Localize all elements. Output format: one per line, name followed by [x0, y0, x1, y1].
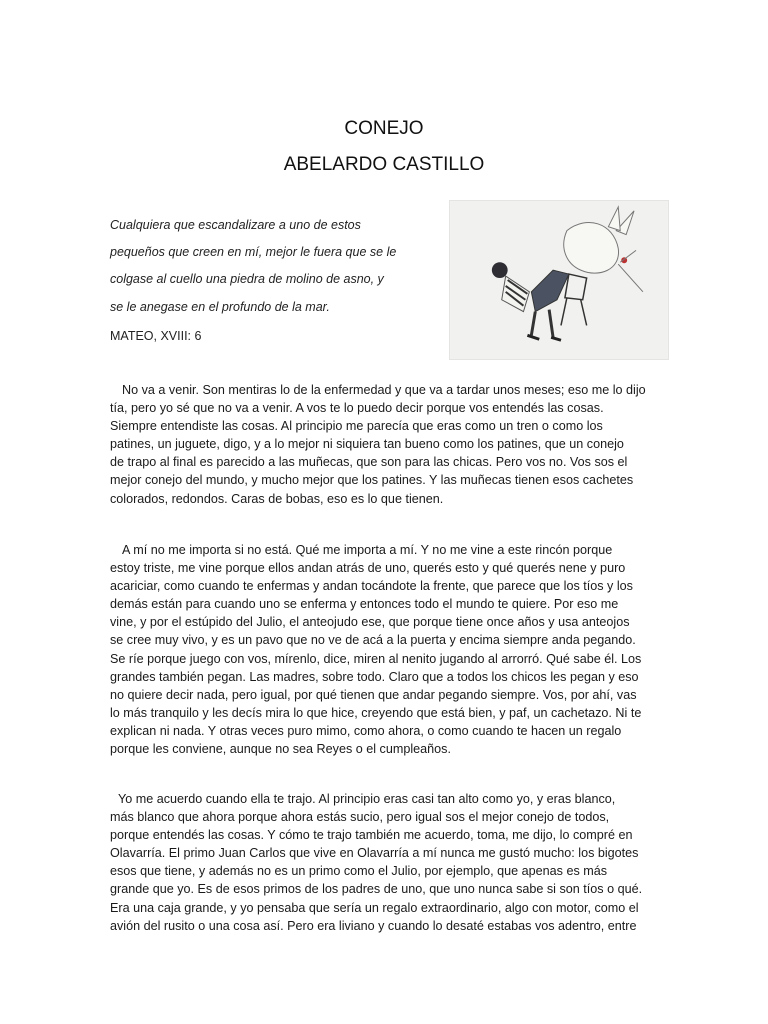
paragraph-line: esos que tiene, y además no es un primo como el Julio, por ejemplo, que apenas es más [110, 864, 608, 879]
paragraph-line: explican ni nada. Y otras veces puro mimo, como ahora, o como cuando te hacen un regalo [110, 723, 622, 738]
man-carrying-rabbit-illustration [450, 201, 668, 359]
paragraph-line: porque les conviene, aunque no sea Reyes o el cumpleaños. [110, 742, 451, 757]
paragraph-line: vine, y por el estúpido del Julio, el anteojudo ese, que porque tiene once años y usa anteojos [110, 615, 630, 630]
paragraph-line: se cree muy vivo, y es un pavo que no ve de acá a la puerta y encima siempre anda pegando. [110, 633, 636, 648]
paragraph-line: grande que yo. Es de esos primos de los padres de uno, que uno nunca sabe si son tíos o qué. [110, 882, 643, 897]
paragraph-line: A mí no me importa si no está. Qué me importa a mí. Y no me vine a este rincón porque [122, 543, 613, 557]
paragraph-line: lo más tranquilo y les decís mira lo que hice, creyendo que está bien, y paf, un cachetazo. Ni te [110, 705, 642, 720]
body-paragraph [110, 381, 658, 508]
paragraph-line: Siempre entendiste las cosas. Al principio me parecía que eras como un tren o como los [110, 419, 603, 434]
illustration-figure [449, 200, 669, 360]
epigraph-source: MATEO, XVIII: 6 [110, 329, 202, 343]
paragraph-line: tía, pero yo sé que no va a venir. A vos te lo puedo decir porque vos entendés las cosas. [110, 401, 604, 416]
paragraph-line: acariciar, como cuando te enfermas y andan tocándote la frente, que parece que los tíos y los [110, 579, 633, 594]
body-paragraph [110, 790, 658, 935]
paragraph-line: grandes también pegan. Las madres, sobre todo. Claro que a todos los chicos les pegan y eso [110, 669, 639, 684]
paragraph-line: Yo me acuerdo cuando ella te trajo. Al principio eras casi tan alto como yo, y eras blanco, [118, 792, 616, 806]
paragraph-line: no quiere decir nada, pero igual, por qué tienen que andar pegando siempre. Vos, por ahí, vas [110, 687, 637, 702]
paragraph-line: patines, un juguete, digo, y a lo mejor ni siquiera tan bueno como los patines, que un conejo [110, 437, 624, 452]
paragraph-line: más blanco que ahora porque ahora estás sucio, pero igual sos el mejor conejo de todos, [110, 810, 610, 825]
paragraph-line: avión del rusito o una cosa así. Pero era liviano y cuando lo desaté estabas vos adentro, entre [110, 918, 637, 933]
epigraph-line: se le anegase en el profundo de la mar. [110, 300, 330, 314]
paragraph-line: colorados, redondos. Caras de bobas, eso es lo que tienen. [110, 491, 444, 506]
paragraph-line: No va a venir. Son mentiras lo de la enfermedad y que va a tardar unos meses; eso me lo dijo [122, 383, 646, 397]
paragraph-line: estoy triste, me vine porque ellos andan atrás de uno, querés esto y qué querés nene y puro [110, 561, 626, 576]
paragraph-line: mejor conejo del mundo, y mucho mejor que los patines. Y las muñecas tienen esos cachetes [110, 473, 634, 488]
paragraph-line: Olavarría. El primo Juan Carlos que vive en Olavarría a mí nunca me gustó mucho: los bigotes [110, 846, 639, 861]
paragraph-line: demás están para cuando uno se enferma y entonces todo el mundo te quiere. Por eso me [110, 597, 619, 612]
document-author: ABELARDO CASTILLO [283, 154, 485, 175]
epigraph-line: colgase al cuello una piedra de molino de asno, y [110, 272, 384, 286]
epigraph-line: pequeños que creen en mí, mejor le fuera que se le [110, 245, 397, 259]
paragraph-line: porque entendés las cosas. Y cómo te trajo también me acuerdo, toma, me dijo, lo compré en [110, 828, 633, 843]
document-title: CONEJO [344, 118, 424, 139]
paragraph-line: Se ríe porque juego con vos, mírenlo, dice, miren al nenito jugando al arrorró. Qué sabe él. Los [110, 651, 642, 666]
body-paragraph [110, 541, 658, 758]
paragraph-line: Era una caja grande, y yo pensaba que sería un regalo extraordinario, algo con motor, como el [110, 900, 639, 915]
epigraph-line: Cualquiera que escandalizare a uno de estos [110, 218, 361, 232]
paragraph-line: de trapo al final es parecido a las muñecas, que son para las chicas. Pero vos no. Vos sos el [110, 455, 628, 470]
